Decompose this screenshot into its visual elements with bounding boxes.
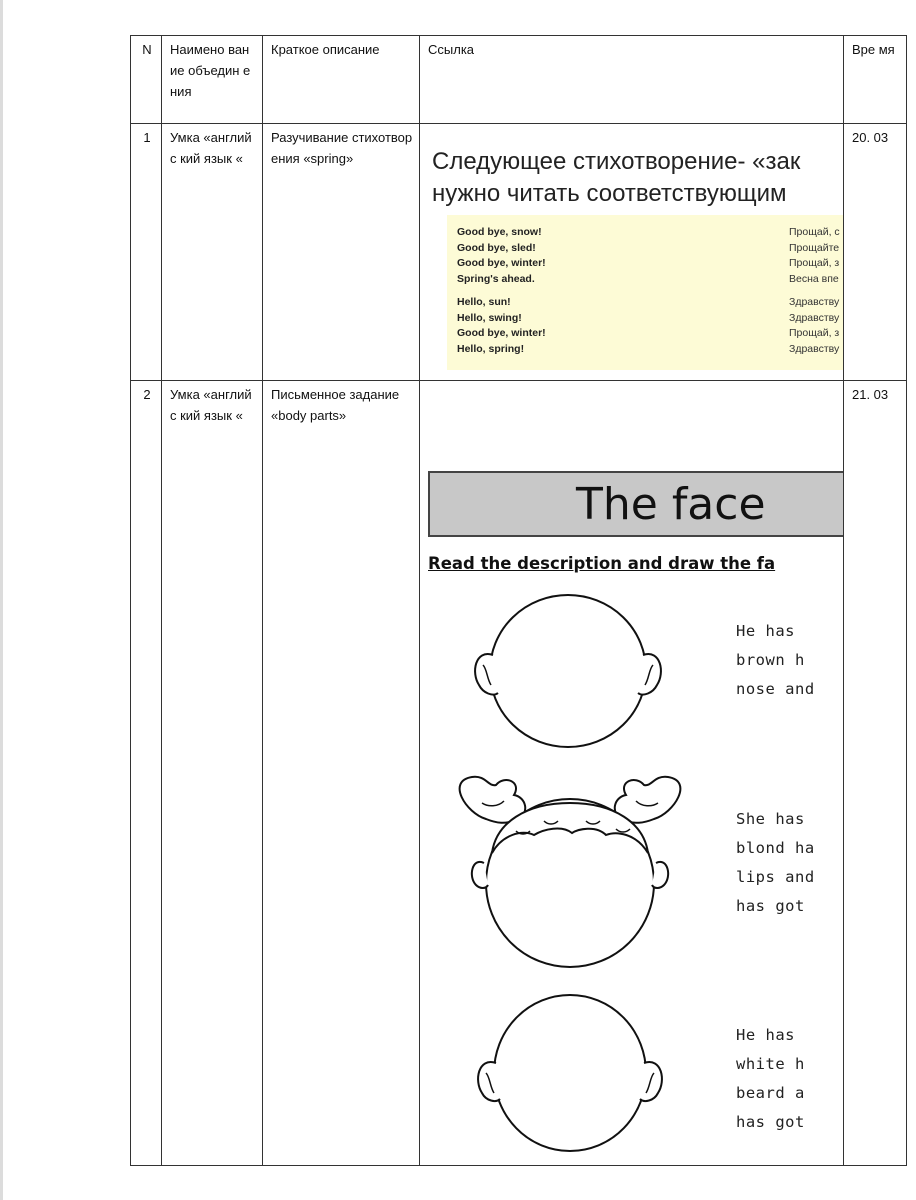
boy-face-outline bbox=[465, 593, 665, 753]
worksheet-title-banner bbox=[428, 471, 843, 537]
row-association: Умка «английс кий язык « bbox=[162, 381, 263, 1166]
table-header-row bbox=[131, 36, 907, 124]
poem-english: Good bye, snow! Good bye, sled! Good bye, winter! Spring's ahead. Hello, sun! Hello, swing! Good bye, winter! Hello, spring! bbox=[457, 226, 546, 355]
worksheet-instruction: Read the description and draw the fa bbox=[428, 554, 776, 573]
row-number: 1 bbox=[131, 124, 162, 381]
schedule-table bbox=[130, 35, 907, 1166]
description-old-man: He has white h beard a has got bbox=[736, 1026, 805, 1131]
poem-image bbox=[447, 215, 843, 370]
header-description: Краткое описание bbox=[263, 36, 420, 124]
row-description: Разучивание стихотворения «spring» bbox=[263, 124, 420, 381]
header-association: Наимено вание объедин ения bbox=[162, 36, 263, 124]
row-number: 2 bbox=[131, 381, 162, 1166]
row-description: Письменное задание «body parts» bbox=[263, 381, 420, 1166]
row-link-cell bbox=[420, 381, 844, 1166]
table-row bbox=[131, 381, 907, 1166]
row-link-cell bbox=[420, 124, 844, 381]
page-edge bbox=[0, 0, 3, 1200]
header-link: Ссылка bbox=[420, 36, 844, 124]
description-girl: She has blond ha lips and has got bbox=[736, 810, 815, 915]
old-man-face-outline bbox=[470, 993, 670, 1153]
poem-russian: Прощай, с Прощайте Прощай, з Весна впе Здравству Здравству Прощай, з Здравству bbox=[789, 226, 840, 355]
girl-face-outline bbox=[426, 773, 716, 973]
header-time: Вре мя bbox=[844, 36, 907, 124]
header-number: N bbox=[131, 36, 162, 124]
row-time: 20. 03 bbox=[844, 124, 907, 381]
row-association: Умка «английс кий язык « bbox=[162, 124, 263, 381]
worksheet-title: The face bbox=[576, 479, 766, 530]
description-boy: He has brown h nose and bbox=[736, 622, 815, 698]
table-row bbox=[131, 124, 907, 381]
poem-heading: Следующее стихотворение- «зак нужно читать соответствующим bbox=[432, 148, 801, 207]
row-time: 21. 03 bbox=[844, 381, 907, 1166]
